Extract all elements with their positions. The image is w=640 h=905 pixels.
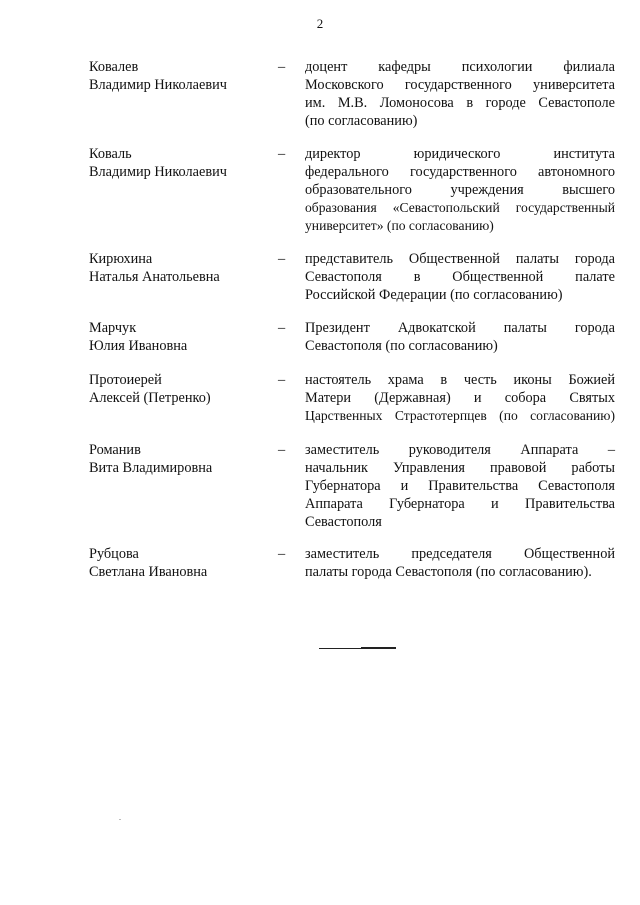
role-line: Губернатора и Правительства Севастополя [305, 478, 615, 494]
role-line: начальник Управления правовой работы [305, 460, 615, 476]
member-surname: Рубцова [89, 546, 139, 562]
separator-dash: – [278, 442, 286, 458]
member-given-name: Наталья Анатольевна [89, 269, 220, 285]
role-line: Севастополя [305, 514, 382, 530]
member-given-name: Владимир Николаевич [89, 77, 227, 93]
role-line: заместитель руководителя Аппарата – [305, 442, 615, 458]
separator-dash: – [278, 320, 286, 336]
role-line: образования «Севастопольский государственный [305, 200, 615, 215]
member-given-name: Светлана Ивановна [89, 564, 208, 580]
member-name [89, 145, 269, 181]
scan-speck [119, 819, 121, 820]
separator-dash: – [278, 546, 286, 562]
member-name [89, 371, 269, 407]
role-line: палаты города Севастополя (по согласованию). [305, 564, 592, 580]
member-given-name: Вита Владимировна [89, 460, 213, 476]
member-name [89, 319, 269, 355]
role-line: Севастополя (по согласованию) [305, 338, 498, 354]
member-role [305, 545, 615, 581]
member-given-name: Владимир Николаевич [89, 164, 227, 180]
member-surname: Ковалев [89, 59, 139, 75]
role-line: Московского государственного университета [305, 77, 615, 93]
role-line: Царственных Страстотерпцев (по согласованию) [305, 408, 615, 423]
member-surname: Марчук [89, 320, 137, 336]
closing-rule-accent [361, 647, 396, 649]
role-line: Аппарата Губернатора и Правительства [305, 496, 615, 512]
role-line: представитель Общественной палаты города [305, 251, 615, 267]
member-role [305, 319, 615, 355]
role-line: Севастополя в Общественной палате [305, 269, 615, 285]
member-role [305, 250, 615, 304]
separator-dash: – [278, 372, 286, 388]
separator-dash: – [278, 146, 286, 162]
role-line: образовательного учреждения высшего [305, 182, 615, 198]
member-given-name: Алексей (Петренко) [89, 390, 211, 406]
member-surname: Коваль [89, 146, 132, 162]
member-surname: Романив [89, 442, 141, 458]
member-role [305, 58, 615, 130]
role-line: заместитель председателя Общественной [305, 546, 615, 562]
role-line: федерального государственного автономного [305, 164, 615, 180]
member-name [89, 250, 269, 286]
role-line: Российской Федерации (по согласованию) [305, 287, 563, 303]
member-name [89, 58, 269, 94]
page-number: 2 [316, 16, 324, 31]
member-role [305, 371, 615, 425]
member-name [89, 545, 269, 581]
member-given-name: Юлия Ивановна [89, 338, 188, 354]
role-line: (по согласованию) [305, 113, 418, 129]
member-role [305, 145, 615, 235]
member-surname: Протоиерей [89, 372, 162, 388]
member-name [89, 441, 269, 477]
separator-dash: – [278, 59, 286, 75]
role-line: Матери (Державная) и собора Святых [305, 390, 615, 406]
member-role [305, 441, 615, 531]
member-surname: Кирюхина [89, 251, 153, 267]
separator-dash: – [278, 251, 286, 267]
role-line: директор юридического института [305, 146, 615, 162]
role-line: настоятель храма в честь иконы Божией [305, 372, 615, 388]
role-line: доцент кафедры психологии филиала [305, 59, 615, 75]
role-line: им. М.В. Ломоносова в городе Севастополе [305, 95, 615, 111]
role-line: университет» (по согласованию) [305, 218, 494, 233]
role-line: Президент Адвокатской палаты города [305, 320, 615, 336]
